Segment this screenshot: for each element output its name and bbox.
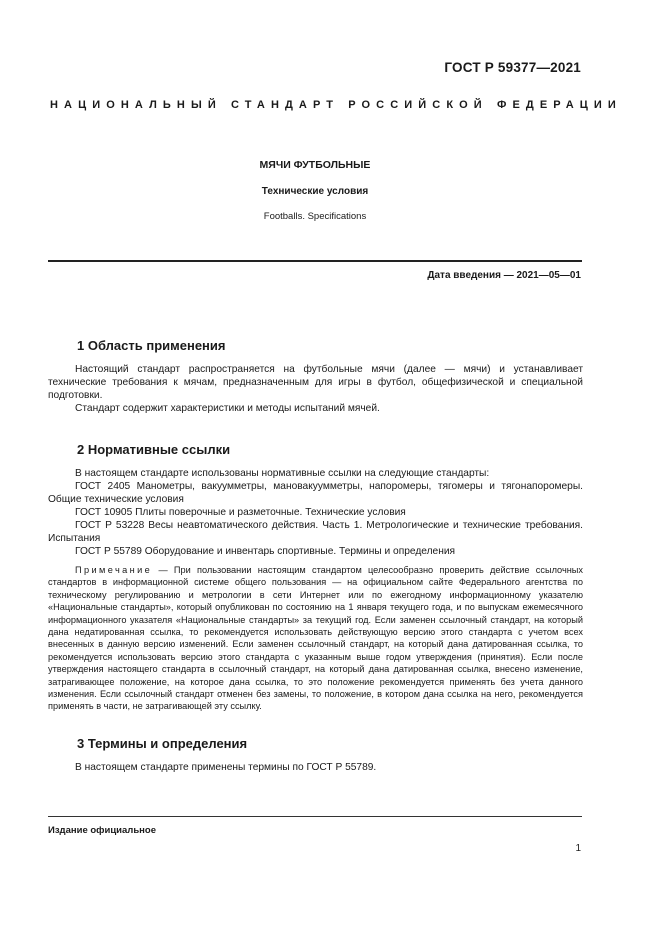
title-block (50, 159, 580, 222)
standard-title: МЯЧИ ФУТБОЛЬНЫЕ (259, 159, 371, 171)
standard-subtitle: Технические условия (261, 186, 369, 197)
reference-item: ГОСТ 10905 Плиты поверочные и разметочные. Технические условия (75, 507, 406, 518)
section-2-note (48, 564, 583, 713)
reference-item: ГОСТ Р 53228 Весы неавтоматического действия. Часть 1. Метрологические и технические требования. Испытания (48, 520, 583, 544)
reference-item: ГОСТ 2405 Манометры, вакуумметры, мановакуумметры, напоромеры, тягомеры и тягонапоромеры. Общие технические условия (48, 481, 583, 505)
section-1-heading: 1 Область применения (77, 338, 226, 353)
note-label: Примечание (75, 565, 153, 575)
section-1-paragraph-1: Настоящий стандарт распространяется на футбольные мячи (далее — мячи) и устанавливает технические требования к мячам, предназначенным для игры в футбол, общефизической и специальной подготовки. (48, 364, 583, 401)
section-3-body (48, 761, 583, 774)
document-number: ГОСТ Р 59377—2021 (444, 60, 581, 75)
section-1-body (48, 363, 583, 415)
section-2-heading: 2 Нормативные ссылки (77, 442, 231, 457)
section-1-paragraph-2: Стандарт содержит характеристики и методы испытаний мячей. (75, 403, 380, 414)
header-divider (48, 260, 582, 262)
section-2-intro: В настоящем стандарте использованы нормативные ссылки на следующие стандарты: (75, 468, 490, 479)
section-3-paragraph-1: В настоящем стандарте применены термины по ГОСТ Р 55789. (75, 762, 377, 773)
section-3-heading: 3 Термины и определения (77, 736, 248, 751)
reference-item: ГОСТ Р 55789 Оборудование и инвентарь спортивные. Термины и определения (75, 546, 456, 557)
section-2-body (48, 467, 583, 713)
standard-title-english: Footballs. Specifications (263, 211, 367, 222)
page-number: 1 (575, 843, 581, 854)
note-text: — При пользовании настоящим стандартом целесообразно проверить действие ссылочных стандартов в информационной системе общего пользования — на официальном сайте Федерального агентства по техническому регулированию и метрологии в сети Интернет или по ежегодному информационному указателю «Национальные стандарты», который опубликован по состоянию на 1 января текущего года, и по выпускам ежемесячного информационного указателя «Национальные стандарты» за текущий год. Если заменен ссылочный стандарт, на который дана недатированная ссылка, то рекомендуется использовать действующую версию этого стандарта с учетом всех внесенных в данную версию изменений. Если заменен ссылочный стандарт, на который дана датированная ссылка, то рекомендуется использовать версию этого стандарта с указанным выше годом утверждения (принятия). Если после утверждения настоящего стандарта в ссылочный стандарт, на который дана датированная ссылка, внесено изменение, затрагивающее положение, на которое дана ссылка, то это положение рекомендуется применять без учета данного изменения. Если ссылочный стандарт отменен без замены, то положение, в котором дана ссылка на него, рекомендуется применять в части, не затрагивающей эту ссылку. (48, 565, 583, 712)
official-edition-label: Издание официальное (48, 825, 156, 836)
national-standard-title: НАЦИОНАЛЬНЫЙ СТАНДАРТ РОССИЙСКОЙ ФЕДЕРАЦИИ (50, 99, 622, 111)
introduction-date: Дата введения — 2021—05—01 (427, 270, 581, 281)
footer-divider (48, 816, 582, 817)
